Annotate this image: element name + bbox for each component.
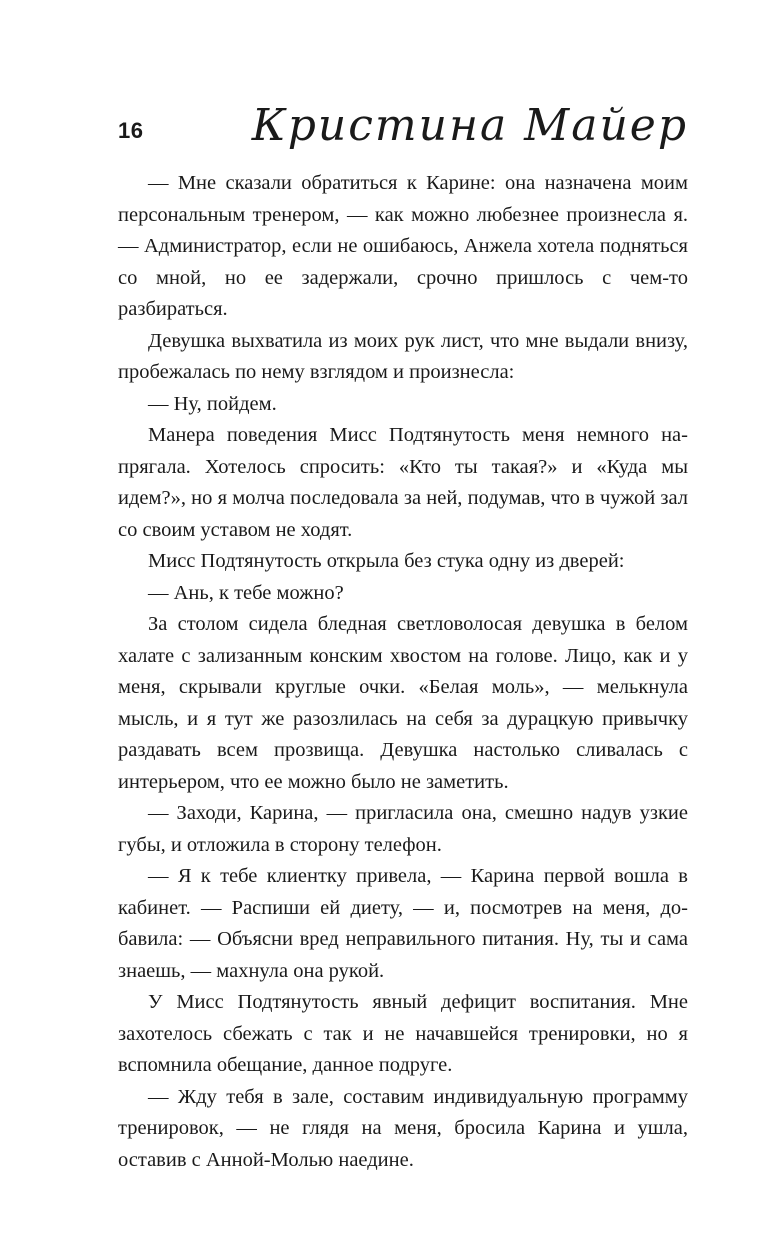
paragraph: — Ань, к тебе можно? [148, 581, 344, 604]
paragraph: — Я к тебе клиентку привела, — Карина первой вошла в кабинет. — Распиши ей диету, — и, посмотрев на меня, добавила: — Объясни вред неправильного питания. Ну, ты и сама знаешь, — махнула она рукой. [118, 865, 688, 982]
paragraph: — Заходи, Карина, — пригласила она, смешно надув узкие губы, и отложила в сторону телефон. [118, 802, 688, 856]
paragraph: — Жду тебя в зале, составим индивидуальную программу тренировок, — не глядя на меня, бросила Карина и ушла, оставив с Анной-Молью наедине. [118, 1085, 688, 1171]
running-head-author: Кристина Майер [251, 100, 688, 151]
paragraph: Манера поведения Мисс Подтянутость меня немного напрягала. Хотелось спросить: «Кто ты такая?» и «Куда мы идем?», но я молча последовала за ней, подумав, что в чужой зал со своим уставом не ходят. [118, 424, 688, 541]
paragraph: Девушка выхватила из моих рук лист, что мне выдали внизу, пробежалась по нему взглядом и произнесла: [118, 329, 688, 383]
paragraph: У Мисс Подтянутость явный дефицит воспитания. Мне захотелось сбежать с так и не начавшейся тренировки, но я вспомнила обещание, данное подруге. [118, 991, 688, 1076]
page-header [118, 100, 688, 160]
body-text [118, 168, 688, 1176]
paragraph: Мисс Подтянутость открыла без стука одну из дверей: [148, 550, 625, 572]
paragraph: За столом сидела бледная светловолосая девушка в белом халате с зализанным конским хвостом на голове. Лицо, как и у меня, скрывали круглые очки. «Белая моль», — мелькнула мысль, и я тут же разозлилась на себя за дурацкую привычку раздавать всем прозвища. Девушка настолько сливалась с интерьером, что ее можно было не заметить. [118, 613, 688, 793]
paragraph: — Мне сказали обратиться к Карине: она назначена моим персональным тренером, — как можно любезнее произнесла я. — Администратор, если не ошибаюсь, Анжела хотела подняться со мной, но ее задержали, срочно пришлось с чем-то разбираться. [118, 172, 688, 320]
page-number: 16 [118, 118, 144, 143]
paragraph: — Ну, пойдем. [148, 392, 277, 415]
